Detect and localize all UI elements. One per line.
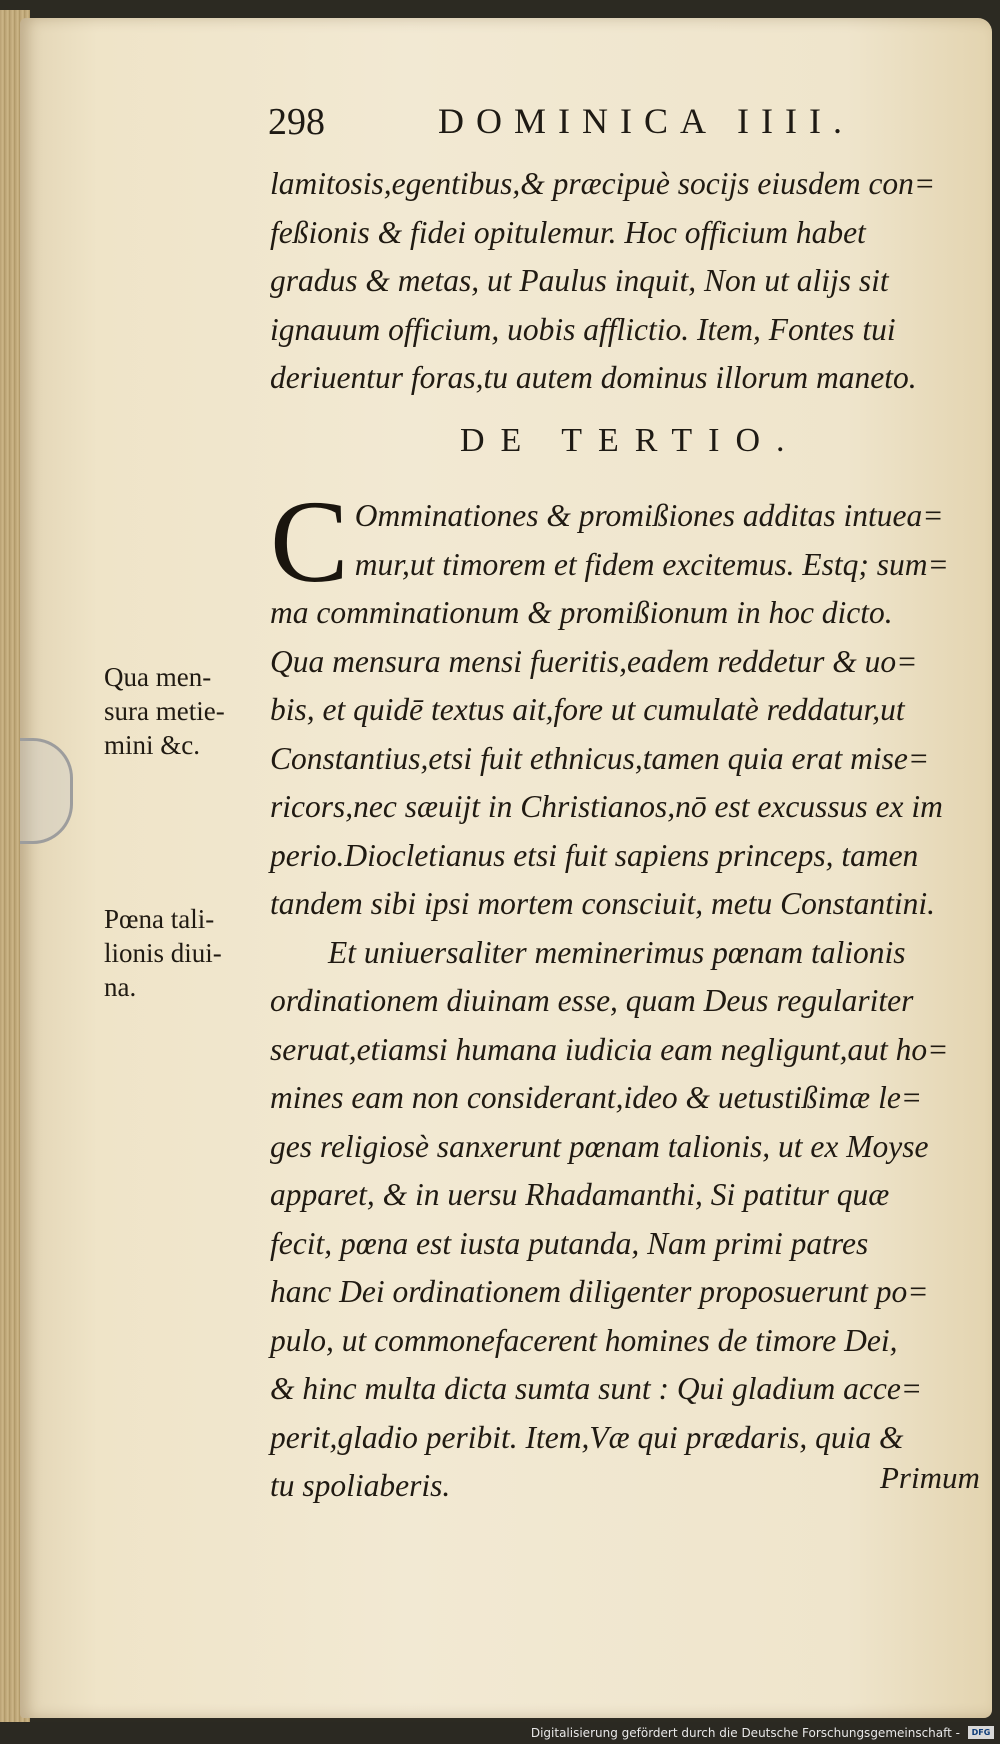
text-line: Et uniuersaliter meminerimus pœnam talionis bbox=[328, 934, 906, 970]
text-line: tu spoliaberis. bbox=[270, 1468, 451, 1503]
text-line: bis, et quidē textus ait,fore ut cumulatè reddatur,ut bbox=[270, 692, 905, 727]
text-line: Omminationes & promißiones additas intuea= bbox=[354, 498, 944, 533]
footer-credit: Digitalisierung gefördert durch die Deutsche Forschungsgemeinschaft - bbox=[530, 1726, 960, 1740]
text-line: fecit, pœna est iusta putanda, Nam primi patres bbox=[270, 1225, 869, 1261]
text-line: mur,ut timorem et fidem excitemus. Estq; sum= bbox=[354, 546, 949, 582]
margin-note-line: Qua men- bbox=[104, 662, 212, 692]
text-line: ma comminationum & promißionum in hoc dicto. bbox=[270, 595, 893, 630]
text-line: perit,gladio peribit. Item,Væ qui prædaris, quia & bbox=[270, 1419, 904, 1455]
margin-note-line: mini &c. bbox=[104, 730, 200, 760]
text-line: Qua mensura mensi fueritis,eadem reddetur & uo= bbox=[270, 643, 918, 679]
text-line: ges religiosè sanxerunt pœnam talionis, ut ex Moyse bbox=[270, 1128, 929, 1164]
text-line: feßionis & fidei opitulemur. Hoc officium habet bbox=[270, 214, 866, 250]
text-line: perio.Diocletianus etsi fuit sapiens princeps, tamen bbox=[270, 837, 919, 873]
text-line: seruat,etiamsi humana iudicia eam negligunt,aut ho= bbox=[270, 1031, 949, 1067]
text-line: ignauum officium, uobis afflictio. Item, Fontes tui bbox=[270, 311, 896, 347]
text-line: lamitosis,egentibus,& præcipuè socijs eiusdem con= bbox=[270, 166, 936, 201]
running-head-title: DOMINICA IIII. bbox=[438, 101, 854, 141]
text-line: Constantius,etsi fuit ethnicus,tamen quia erat mise= bbox=[270, 740, 930, 776]
top-text-block bbox=[270, 160, 970, 403]
text-line: ordinationem diuinam esse, quam Deus regulariter bbox=[270, 983, 914, 1018]
paragraph-2 bbox=[270, 929, 970, 1511]
running-head bbox=[268, 96, 958, 148]
text-line: deriuentur foras,tu autem dominus illorum maneto. bbox=[270, 360, 917, 395]
dfg-logo: DFG bbox=[968, 1726, 994, 1739]
text-line: gradus & metas, ut Paulus inquit, Non ut alijs sit bbox=[270, 263, 889, 298]
main-text-block bbox=[270, 476, 970, 1511]
margin-note bbox=[104, 902, 264, 1004]
section-heading: DE TERTIO. bbox=[460, 422, 801, 459]
page-number: 298 bbox=[268, 101, 325, 143]
text-line: mines eam non considerant,ideo & uetustißimæ le= bbox=[270, 1080, 923, 1115]
text-line: tandem sibi ipsi mortem consciuit, metu Constantini. bbox=[270, 886, 935, 921]
margin-note-line: Pœna tali- bbox=[104, 904, 215, 934]
text-line: hanc Dei ordinationem diligenter proposuerunt po= bbox=[270, 1274, 929, 1309]
margin-note-line: sura metie- bbox=[104, 696, 225, 726]
text-line: & hinc multa dicta sumta sunt : Qui gladium acce= bbox=[270, 1371, 923, 1406]
text-line: apparet, & in uersu Rhadamanthi, Si patitur quæ bbox=[270, 1177, 890, 1212]
margin-note-line: lionis diui- bbox=[104, 938, 222, 968]
text-line: ricors,nec sæuijt in Christianos,nō est excussus ex im bbox=[270, 789, 943, 824]
catchword: Primum bbox=[880, 1460, 980, 1495]
margin-note-line: na. bbox=[104, 972, 137, 1002]
margin-note bbox=[104, 660, 264, 762]
paragraph-1 bbox=[270, 476, 970, 929]
drop-capital: C bbox=[270, 476, 349, 607]
bookmark-tab bbox=[20, 738, 73, 844]
text-line: pulo, ut commonefacerent homines de timore Dei, bbox=[270, 1322, 898, 1358]
digitization-footer bbox=[0, 1722, 1000, 1744]
